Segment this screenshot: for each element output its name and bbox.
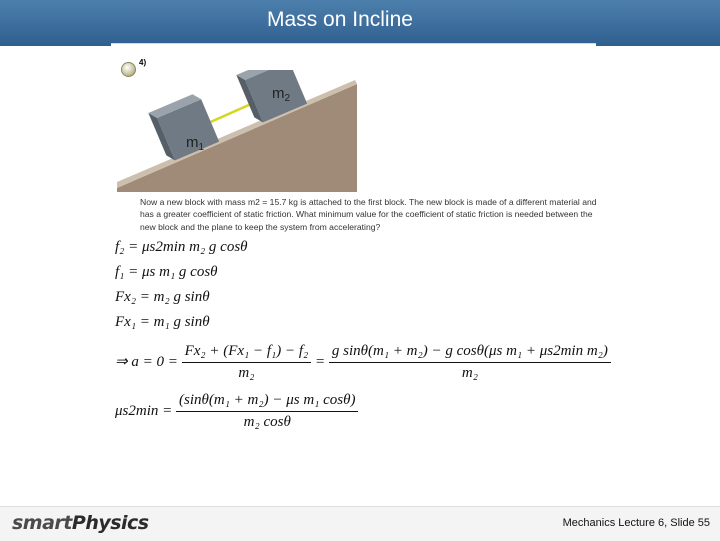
slide-label: Mechanics Lecture 6, Slide 55 (562, 517, 710, 529)
question-text: Now a new block with mass m2 = 15.7 kg is attached to the first block. The new block is made of a different material and has a greater coefficient of static friction. What minimum value for the coefficient of static friction is needed between the new block and the plane to keep the system from accelerating? (140, 197, 597, 232)
acceleration-fraction-2 (329, 343, 611, 382)
mu-min-fraction (176, 392, 358, 431)
question-number: 4) (139, 58, 147, 67)
footer (0, 506, 720, 541)
equation-fx1: Fx₁ = m₁ g sinθ (115, 314, 210, 330)
mu-min-numerator: (sinθ(m₁ + m₂) − μs m₁ cosθ) (176, 392, 358, 412)
acceleration-equals: = (315, 353, 326, 370)
acceleration-denominator-1: m₂ (238, 365, 255, 381)
title-bar (0, 0, 720, 46)
equation-mu-min (115, 392, 358, 431)
equation-fx2: Fx₂ = m₂ g sinθ (115, 289, 210, 305)
acceleration-denominator-2: m₂ (461, 365, 478, 381)
slide-title: Mass on Incline (267, 8, 413, 31)
mu-min-lhs: μs2min = (115, 402, 173, 419)
acceleration-numerator-2: g sinθ(m₁ + m₂) − g cosθ(μs m₁ + μs2min m₂) (329, 343, 611, 363)
equation-f1: f₁ = μs m₁ g cosθ (115, 264, 218, 280)
incline-surface (117, 84, 357, 192)
smartphysics-logo: smartPhysics (12, 512, 149, 534)
block-m1-label: $m_1$ (186, 134, 205, 153)
acceleration-prefix: ⇒ a = 0 = (115, 353, 178, 370)
block-m2-label: $m_2$ (272, 85, 291, 104)
incline-figure (117, 70, 367, 192)
acceleration-fraction-1 (182, 343, 312, 382)
acceleration-numerator-1: Fx₂ + (Fx₁ − f₁) − f₂ (182, 343, 312, 363)
equation-f2: f₂ = μs2min m₂ g cosθ (115, 239, 248, 255)
equation-acceleration (115, 343, 611, 382)
mu-min-denominator: m₂ cosθ (243, 414, 291, 430)
